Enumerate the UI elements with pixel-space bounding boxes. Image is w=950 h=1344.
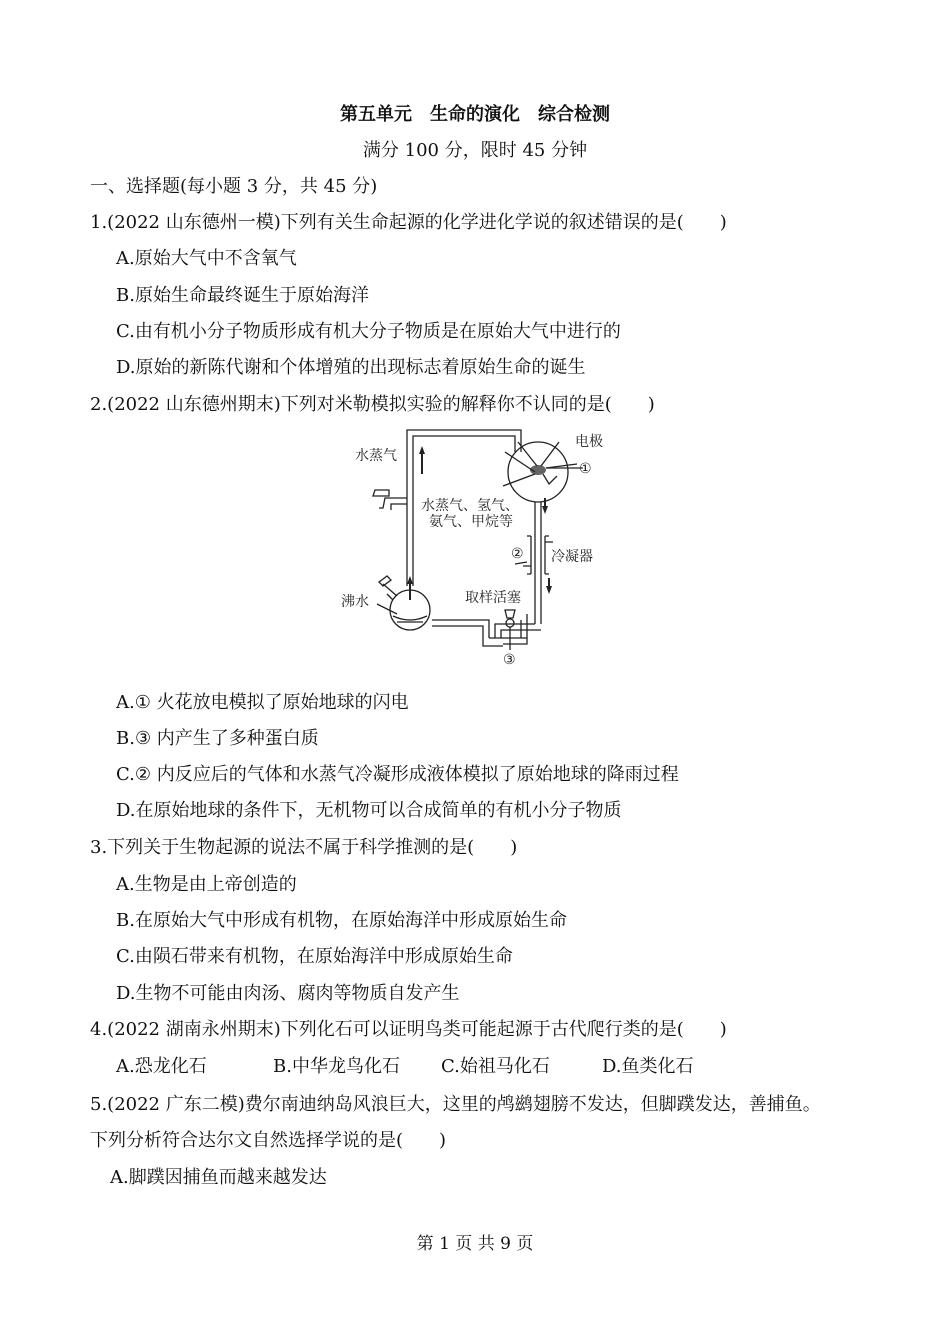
label-boiling-water: 沸水 (341, 594, 369, 610)
question-1-stem: 1.(2022 山东德州一模)下列有关生命起源的化学进化学说的叙述错误的是( ) (90, 212, 727, 233)
question-4-option-c: C.始祖马化石 (441, 1056, 550, 1077)
question-2-option-a: A.① 火花放电模拟了原始地球的闪电 (116, 692, 409, 713)
question-2-option-d: D.在原始地球的条件下，无机物可以合成简单的有机小分子物质 (116, 800, 622, 821)
question-3-stem: 3.下列关于生物起源的说法不属于科学推测的是( ) (90, 837, 518, 858)
label-gases-line1: 水蒸气、氢气、 (421, 498, 519, 514)
label-electrode: 电极 (575, 434, 603, 450)
question-3-option-c: C.由陨石带来有机物，在原始海洋中形成原始生命 (116, 946, 513, 967)
question-2-stem: 2.(2022 山东德州期末)下列对米勒模拟实验的解释你不认同的是( ) (90, 394, 655, 415)
label-gases-line2: 氨气、甲烷等 (429, 514, 513, 530)
question-5-stem: 5.(2022 广东二模)费尔南迪纳岛风浪巨大，这里的鸬鹚翅膀不发达，但脚蹼发达，善捕鱼。 (90, 1094, 821, 1115)
question-5-option-a: A.脚蹼因捕鱼而越来越发达 (110, 1167, 327, 1188)
question-4-stem: 4.(2022 湖南永州期末)下列化石可以证明鸟类可能起源于古代爬行类的是( ) (90, 1019, 727, 1040)
page-footer: 第 1 页 共 9 页 (416, 1234, 534, 1254)
marker-1: ① (579, 461, 592, 477)
question-1-option-a: A.原始大气中不含氧气 (116, 248, 297, 269)
page-title: 第五单元 生命的演化 综合检测 (340, 104, 610, 125)
question-4-option-b: B.中华龙鸟化石 (273, 1056, 400, 1077)
question-2-option-c: C.② 内反应后的气体和水蒸气冷凝形成液体模拟了原始地球的降雨过程 (116, 764, 679, 785)
page-subtitle: 满分 100 分，限时 45 分钟 (362, 140, 588, 161)
question-3-option-d: D.生物不可能由肉汤、腐肉等物质自发产生 (116, 983, 460, 1004)
question-1-option-c: C.由有机小分子物质形成有机大分子物质是在原始大气中进行的 (116, 321, 621, 342)
section-heading: 一、选择题(每小题 3 分，共 45 分) (90, 176, 378, 197)
question-4-option-d: D.鱼类化石 (602, 1056, 694, 1077)
label-water-vapor: 水蒸气 (355, 448, 397, 464)
marker-2: ② (511, 546, 524, 562)
question-3-option-b: B.在原始大气中形成有机物，在原始海洋中形成原始生命 (116, 910, 567, 931)
question-4-options-row (0, 1055, 950, 1079)
question-3-option-a: A.生物是由上帝创造的 (116, 874, 297, 895)
question-5-stem-continued: 下列分析符合达尔文自然选择学说的是( ) (90, 1130, 447, 1151)
marker-3: ③ (503, 652, 516, 668)
label-condenser: 冷凝器 (551, 549, 593, 565)
question-1-option-b: B.原始生命最终诞生于原始海洋 (116, 285, 369, 306)
question-4-option-a: A.恐龙化石 (116, 1056, 207, 1077)
question-2-option-b: B.③ 内产生了多种蛋白质 (116, 728, 319, 749)
miller-experiment-diagram (335, 424, 625, 672)
label-sampling-valve: 取样活塞 (465, 590, 521, 606)
question-1-option-d: D.原始的新陈代谢和个体增殖的出现标志着原始生命的诞生 (116, 357, 586, 378)
